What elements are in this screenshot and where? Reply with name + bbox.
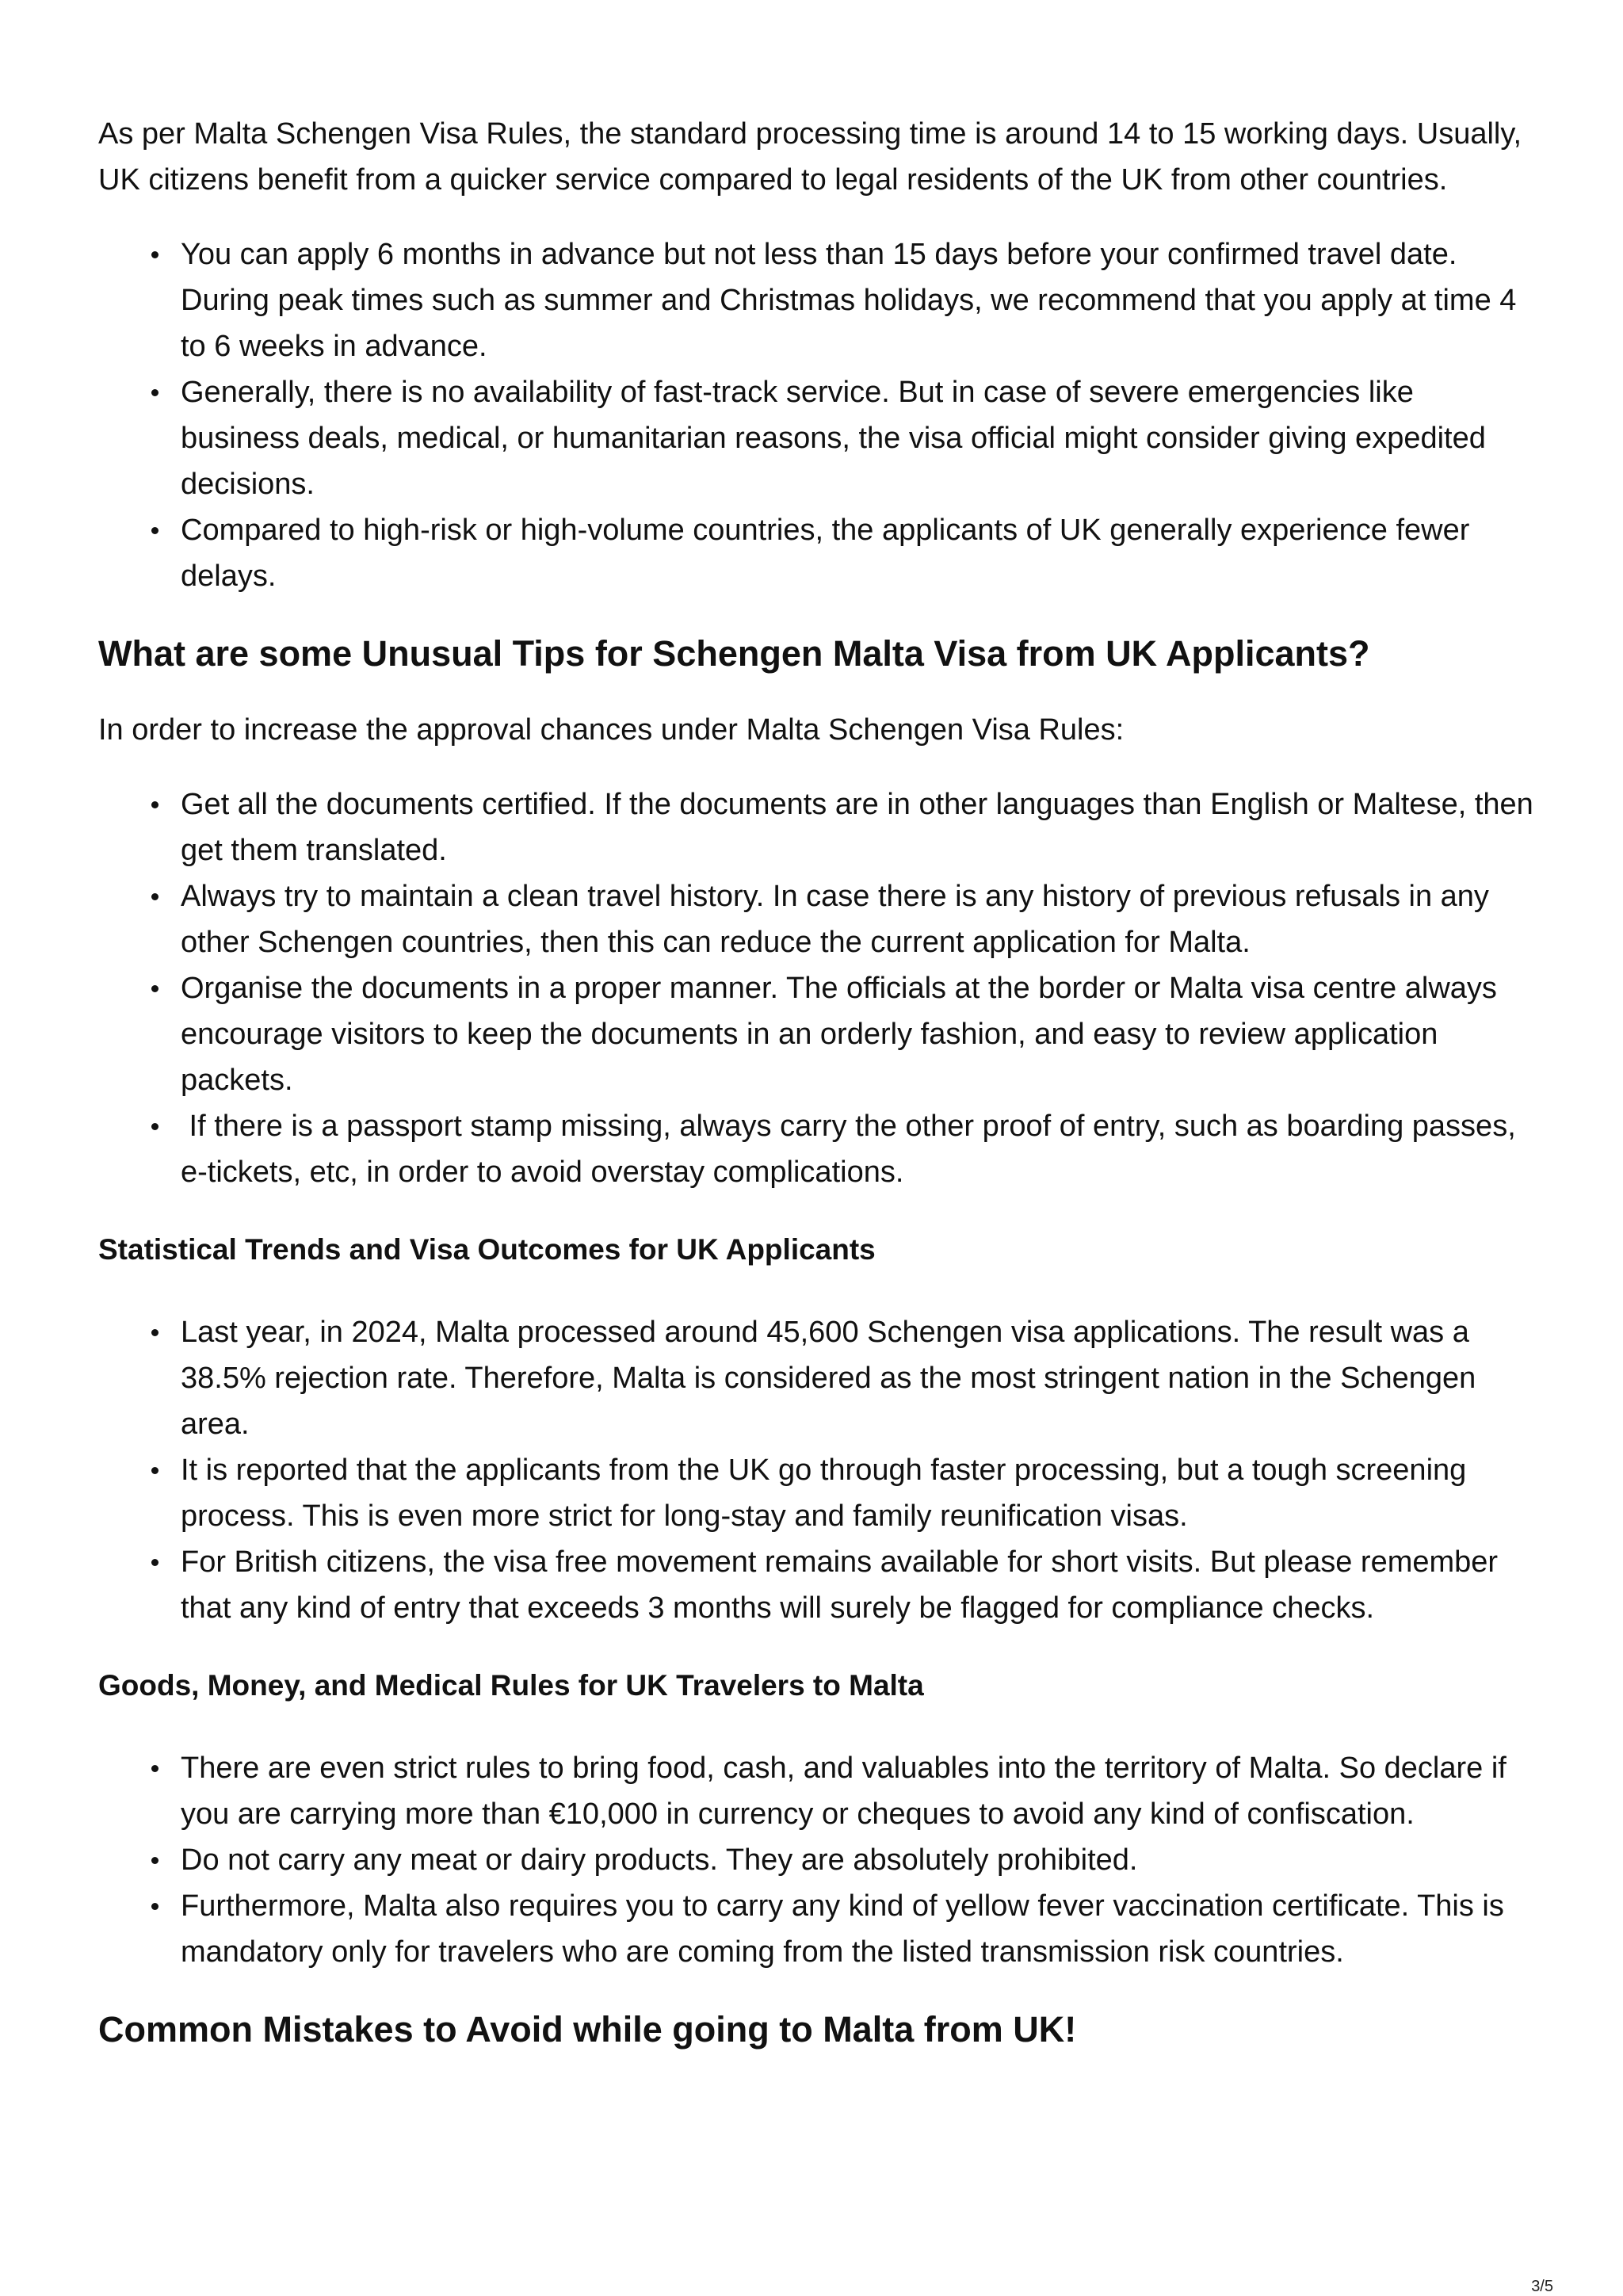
stats-list: [98, 1309, 1541, 1631]
list-item: Generally, there is no availability of fast-track service. But in case of severe emergencies like business deals, medical, or humanitarian reasons, the visa official might consider giving expedited decisions.: [181, 369, 1541, 507]
list-item: It is reported that the applicants from the UK go through faster processing, but a tough screening process. This is even more strict for long-stay and family reunification visas.: [181, 1447, 1541, 1539]
document-page: [98, 111, 1541, 2053]
goods-heading: Goods, Money, and Medical Rules for UK Travelers to Malta: [98, 1669, 924, 1702]
tips-heading: What are some Unusual Tips for Schengen Malta Visa from UK Applicants?: [98, 633, 1370, 674]
list-item: Do not carry any meat or dairy products. They are absolutely prohibited.: [181, 1837, 1541, 1883]
stats-heading: Statistical Trends and Visa Outcomes for UK Applicants: [98, 1233, 876, 1266]
list-item: There are even strict rules to bring food, cash, and valuables into the territory of Malta. So declare if you are carrying more than €10,000 in currency or cheques to avoid any kind of confiscation.: [181, 1745, 1541, 1837]
list-item: Last year, in 2024, Malta processed around 45,600 Schengen visa applications. The result was a 38.5% rejection rate. Therefore, Malta is considered as the most stringent nation in the Schengen area.: [181, 1309, 1541, 1447]
intro-paragraph: As per Malta Schengen Visa Rules, the standard processing time is around 14 to 15 working days. Usually, UK citizens benefit from a quicker service compared to legal residents of the UK from other countries.: [98, 117, 1522, 197]
page-number: 3/5: [1531, 2278, 1553, 2295]
goods-list: [98, 1745, 1541, 1975]
list-item: Get all the documents certified. If the documents are in other languages than English or Maltese, then get them translated.: [181, 781, 1541, 873]
list-item: Organise the documents in a proper manner. The officials at the border or Malta visa centre always encourage visitors to keep the documents in an orderly fashion, and easy to review application packets.: [181, 965, 1541, 1103]
list-item: Compared to high-risk or high-volume countries, the applicants of UK generally experience fewer delays.: [181, 507, 1541, 599]
tips-intro-paragraph: In order to increase the approval chances under Malta Schengen Visa Rules:: [98, 713, 1125, 747]
list-item: If there is a passport stamp missing, always carry the other proof of entry, such as boarding passes, e-tickets, etc, in order to avoid overstay complications.: [181, 1103, 1541, 1195]
list-item: Furthermore, Malta also requires you to carry any kind of yellow fever vaccination certificate. This is mandatory only for travelers who are coming from the listed transmission risk countries.: [181, 1883, 1541, 1975]
list-item: For British citizens, the visa free movement remains available for short visits. But please remember that any kind of entry that exceeds 3 months will surely be flagged for compliance checks.: [181, 1539, 1541, 1631]
processing-list: [98, 231, 1541, 599]
list-item: Always try to maintain a clean travel history. In case there is any history of previous refusals in any other Schengen countries, then this can reduce the current application for Malta.: [181, 873, 1541, 965]
list-item: You can apply 6 months in advance but not less than 15 days before your confirmed travel date. During peak times such as summer and Christmas holidays, we recommend that you apply at time 4 to 6 weeks in advance.: [181, 231, 1541, 369]
tips-list: [98, 781, 1541, 1195]
mistakes-heading: Common Mistakes to Avoid while going to Malta from UK!: [98, 2009, 1077, 2050]
